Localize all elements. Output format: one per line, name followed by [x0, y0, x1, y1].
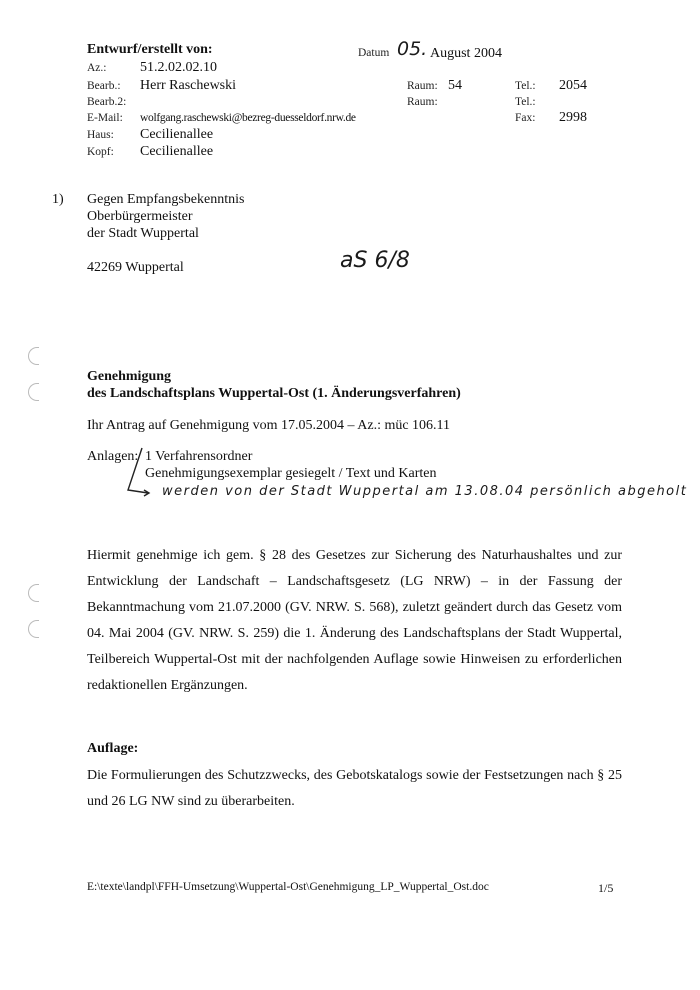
raum-value: 54 — [448, 78, 462, 93]
footer-file-path: E:\texte\landpl\FFH-Umsetzung\Wuppertal-Ost\Genehmigung_LP_Wuppertal_Ost.doc — [87, 881, 489, 893]
footer-page-number: 1/5 — [598, 881, 614, 895]
subject-line2: des Landschaftsplans Wuppertal-Ost (1. Änderungsverfahren) — [87, 386, 461, 401]
punch-hole-mark — [28, 347, 39, 365]
field-label-bearb2: Bearb.2: — [87, 96, 127, 108]
reference-line: Ihr Antrag auf Genehmigung vom 17.05.2004 – Az.: müc 106.11 — [87, 418, 451, 433]
punch-hole-mark — [28, 620, 39, 638]
tel2-label: Tel.: — [515, 96, 536, 108]
address-number: 1) — [52, 192, 64, 207]
author-heading: Entwurf/erstellt von: — [87, 42, 213, 57]
field-value-bearb: Herr Raschewski — [140, 78, 237, 93]
punch-hole-mark — [28, 584, 39, 602]
field-label-haus: Haus: — [87, 129, 114, 141]
handwritten-pickup-note: werden von der Stadt Wuppertal am 13.08.04 persönlich abgeholt — [162, 484, 688, 499]
subject-line1: Genehmigung — [87, 369, 172, 384]
address-line: Oberbürgermeister — [87, 209, 193, 224]
fax-value: 2998 — [559, 110, 587, 125]
field-value-az: 51.2.02.02.10 — [140, 60, 217, 75]
field-value-email: wolfgang.raschewski@bezreg-duesseldorf.nrw.de — [140, 112, 356, 124]
raum2-label: Raum: — [407, 96, 438, 108]
fax-label: Fax: — [515, 112, 536, 124]
field-label-bearb: Bearb.: — [87, 80, 121, 92]
address-line: der Stadt Wuppertal — [87, 226, 199, 241]
attachment-item: Genehmigungsexemplar gesiegelt / Text und Karten — [145, 466, 437, 481]
handwritten-bracket-arrow — [120, 446, 160, 506]
auflage-heading: Auflage: — [87, 741, 139, 756]
tel-value: 2054 — [559, 78, 587, 93]
datum-month-year: August 2004 — [430, 46, 502, 61]
datum-handwritten-day: 05. — [397, 38, 428, 60]
attachment-item: 1 Verfahrensordner — [145, 449, 253, 464]
auflage-text: Die Formulierungen des Schutzzwecks, des Gebotskatalogs sowie der Festsetzungen nach § 25 und 26 LG NW sind zu überarbeiten. — [87, 768, 622, 809]
field-value-haus: Cecilienallee — [140, 127, 214, 142]
raum-label: Raum: — [407, 80, 438, 92]
punch-hole-mark — [28, 383, 39, 401]
main-paragraph: Hiermit genehmige ich gem. § 28 des Gesetzes zur Sicherung des Naturhaushaltes und zur Entwicklung der Landschaft – Landschaftsgesetz (LG NRW) – in der Fassung der Bekanntmachung vom 21.07.2000 (GV. NRW. S. 568), zuletzt geändert durch das Gesetz vom 04. Mai 2004 (GV. NRW. S. 259) die 1. Änderung des Landschaftsplans der Stadt Wuppertal, Teilbereich Wuppertal-Ost mit der nachfolgenden Auflage sowie Hinweisen zu erforderlichen redaktionellen Ergänzungen. — [87, 548, 622, 693]
field-label-kopf: Kopf: — [87, 146, 114, 158]
tel-label: Tel.: — [515, 80, 536, 92]
address-line: Gegen Empfangsbekenntnis — [87, 192, 245, 207]
address-city: 42269 Wuppertal — [87, 260, 184, 275]
field-value-kopf: Cecilienallee — [140, 144, 214, 159]
attachments-label: Anlagen: — [87, 449, 139, 464]
field-label-az: Az.: — [87, 62, 107, 74]
handwritten-annotation: aS 6/8 — [340, 248, 410, 273]
datum-label: Datum — [358, 47, 390, 59]
field-label-email: E-Mail: — [87, 112, 123, 124]
